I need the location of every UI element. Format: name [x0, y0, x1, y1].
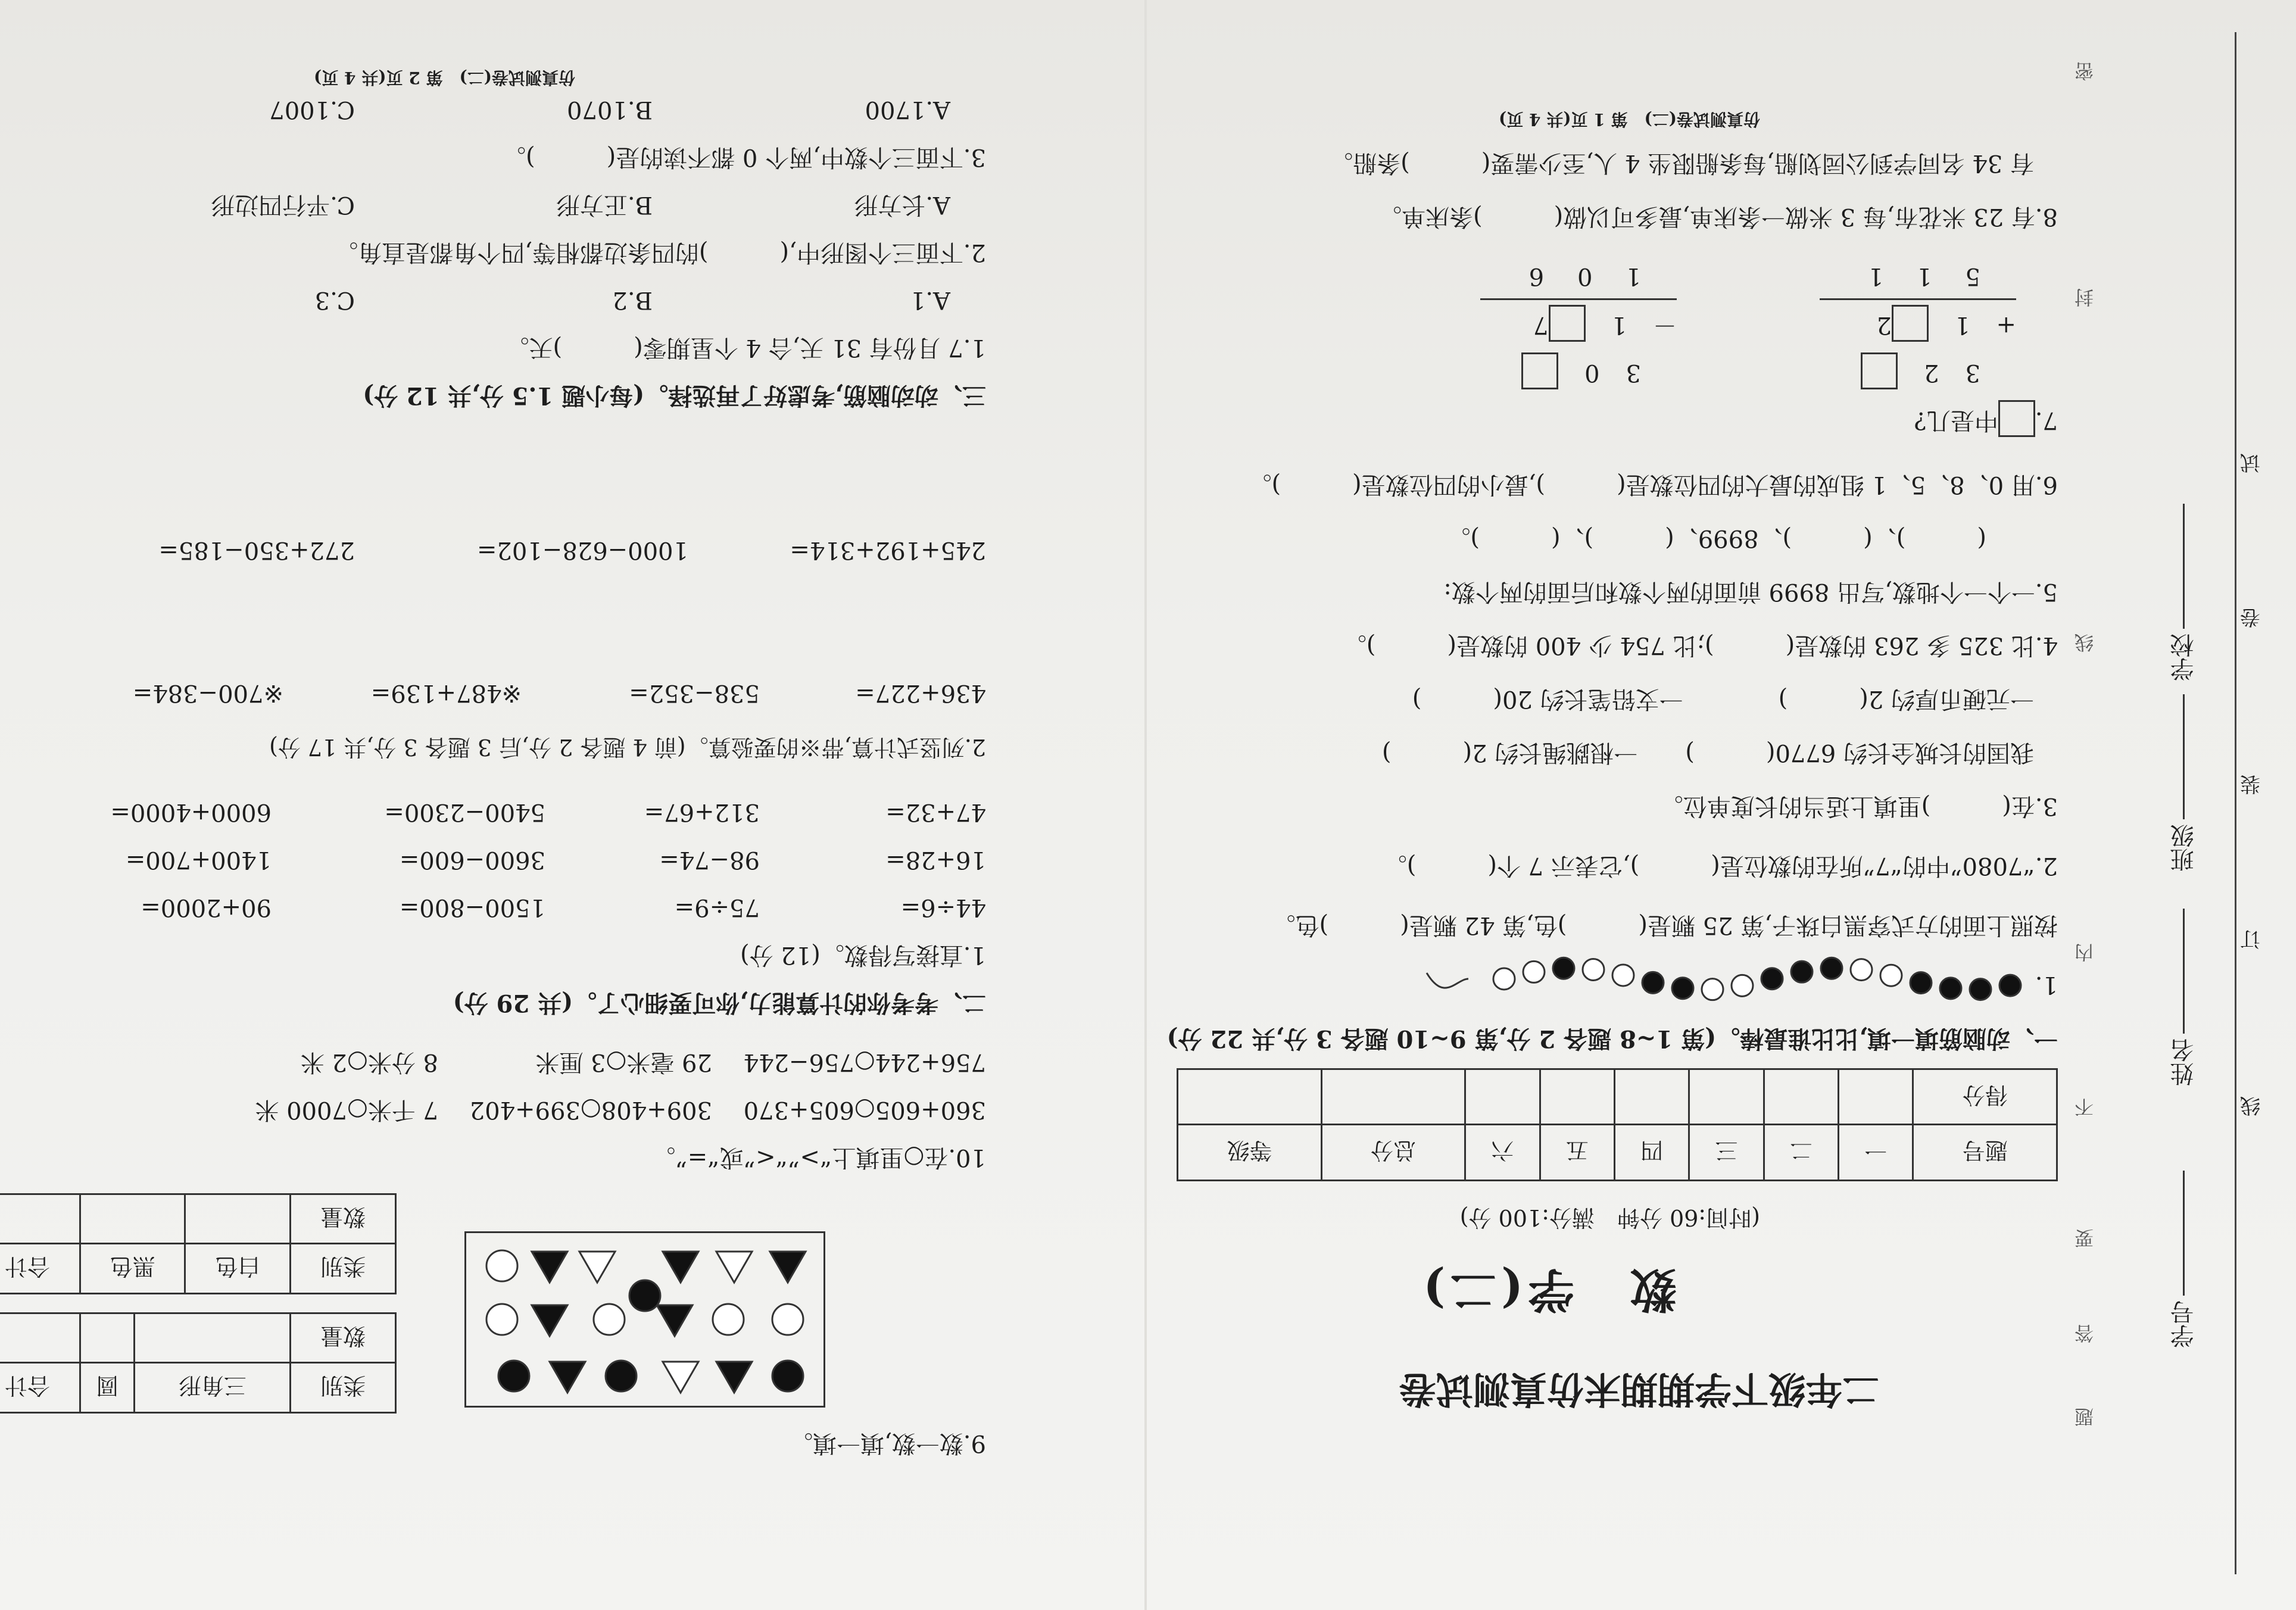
choice-option: B.1070: [567, 96, 653, 123]
oral-calc-item: 6000+4000=: [110, 798, 272, 826]
oral-calc-item: 5400−2300=: [384, 798, 545, 826]
section-1-heading: 一、动脑筋填一填,比比谁最棒。(第 1~8 题各 2 分,第 9~10 题各 3 分,共 22 分): [1166, 1025, 2058, 1053]
blank-box[interactable]: [1521, 352, 1558, 389]
count-table-header-cell: 类别: [291, 1244, 396, 1294]
white-bead: [1612, 965, 1634, 986]
black-bead: [1970, 979, 1991, 1000]
cut-char: 线: [2240, 1093, 2260, 1117]
count-table-header-cell: 合计: [0, 1244, 80, 1294]
black-bead: [1553, 957, 1574, 979]
field-name[interactable]: 姓名: [2167, 909, 2201, 1086]
field-class[interactable]: 班级: [2167, 694, 2201, 872]
compare-item: 7 千米○7000 米: [255, 1096, 438, 1124]
q7-add-row2: +12: [1851, 305, 2016, 342]
q3-line-b: 一元硬币厚约 2( ) 一支铅笔长约 20( ): [1412, 685, 2034, 713]
black-circle: [629, 1280, 660, 1311]
choice-option: A.长方形: [854, 191, 950, 219]
seal-char: 答: [2074, 1322, 2094, 1344]
vertical-calc-item: 245+192+314=: [790, 536, 986, 564]
black-triangle: [550, 1362, 585, 1393]
vertical-calc-item: 272+350−185=: [158, 536, 355, 564]
black-triangle: [663, 1252, 698, 1283]
oral-calc-item: 1500−800=: [399, 894, 545, 921]
white-circle: [594, 1304, 625, 1335]
blank-box[interactable]: [1549, 305, 1586, 342]
q7-add-line: [1820, 298, 2016, 300]
q2-text: 2.“7080”中的“7”所在的数位是( ),它表示 7 个( )。: [1383, 852, 2058, 879]
white-bead: [1732, 975, 1753, 996]
q7-add-result: 511: [1835, 263, 1980, 290]
oral-calc-item: 75÷9=: [674, 894, 760, 921]
binding-strip: [2058, 0, 2260, 1610]
blank-box[interactable]: [1892, 305, 1929, 342]
count-table-header-cell: 圆: [80, 1363, 135, 1413]
score-table-header-cell: 等级: [1178, 1125, 1322, 1181]
q5-line-b: ( )、( )、8999、( )、( )。: [1446, 525, 1986, 552]
count-table-row-label: 数量: [291, 1194, 396, 1244]
exam-page-2: [0, 0, 1093, 1610]
seal-char: 封: [2074, 286, 2094, 308]
exam-time-line: (时间:60 分钟 满分:100 分): [1459, 1205, 1760, 1231]
black-triangle: [716, 1362, 752, 1393]
choice-option: C.3: [314, 286, 355, 314]
q7-sub-line: [1480, 298, 1677, 300]
score-input-cell[interactable]: [1614, 1069, 1689, 1125]
white-circle: [486, 1250, 517, 1281]
exam-page-1: [1166, 0, 2296, 1610]
black-triangle: [532, 1305, 567, 1336]
q2-2-text: 2.列竖式计算,带※的要验算。(前 4 题各 2 分,后 3 题各 3 分,共 17 分): [269, 734, 986, 760]
blank-box[interactable]: [1861, 352, 1898, 389]
count-table-header-cell: 三角形: [135, 1363, 291, 1413]
score-input-cell[interactable]: [1540, 1069, 1614, 1125]
vertical-calc-item: ※487+139=: [370, 679, 522, 707]
page-1-footer: 仿真测试卷(二) 第 1 页(共 4 页): [1499, 110, 1760, 129]
black-circle: [772, 1361, 803, 1391]
binding-line: [2235, 32, 2236, 1574]
compare-item: 309+408○399+402: [469, 1096, 712, 1124]
black-circle: [606, 1361, 637, 1391]
black-bead: [1642, 972, 1664, 993]
compare-item: 756+244○756−244: [743, 1049, 986, 1076]
seal-char: 要: [2074, 1227, 2094, 1249]
count-table-header-cell: 合计: [0, 1363, 80, 1413]
oral-calc-item: 90+2000=: [141, 894, 272, 921]
section-2-heading: 二、考考你的计算能力,你可要细心了。(共 29 分): [453, 989, 986, 1017]
count-input-cell[interactable]: [0, 1194, 80, 1244]
section-3-heading: 三、动动脑筋,考虑好了再选择。(每小题 1.5 分,共 12 分): [363, 382, 986, 410]
score-table-header-cell: 四: [1614, 1125, 1689, 1181]
white-bead: [1583, 959, 1604, 980]
black-bead: [1761, 968, 1783, 990]
score-input-cell[interactable]: [1839, 1069, 1913, 1125]
shapes-box: [464, 1231, 825, 1408]
white-circle: [486, 1304, 517, 1335]
seal-char: 题: [2074, 1405, 2094, 1428]
score-table-header-cell: 三: [1689, 1125, 1764, 1181]
cut-char: 订: [2240, 926, 2260, 950]
choice-option: B.正方形: [556, 191, 653, 219]
score-table-header-cell: 二: [1764, 1125, 1838, 1181]
vertical-calc-item: 1000−628−102=: [476, 536, 688, 564]
blank-box: [1998, 400, 2035, 437]
q8-line-b: 有 34 名同学到公园划船,每条船限坐 4 人,至少需要( )条船。: [1329, 149, 2034, 177]
black-circle: [498, 1361, 529, 1391]
shapes-figure: [466, 1233, 823, 1406]
q2-1-text: 1.直接写得数。(12 分): [740, 941, 986, 969]
score-input-cell[interactable]: [1689, 1069, 1764, 1125]
score-table-header-cell: 总分: [1321, 1125, 1465, 1181]
choice-2-text: 2.下面三个图形中,( )的四条边都相等,四个角都是直角。: [334, 239, 986, 266]
choice-1-text: 1.7 月份有 31 天,合 4 个星期零( )天。: [505, 334, 986, 361]
q1-text: 按照上面的方式穿黑白珠子,第 25 颗是( )色,第 42 颗是( )色。: [1271, 912, 2058, 939]
exam-subject: 数 学(二): [1418, 1262, 1677, 1316]
score-table: [1177, 1068, 2058, 1181]
shape-count-table: [0, 1312, 397, 1414]
white-circle: [772, 1304, 803, 1335]
white-bead: [1880, 965, 1902, 986]
white-bead: [1493, 968, 1515, 990]
page-2-footer: 仿真测试卷(二) 第 2 页(共 4 页): [314, 68, 575, 88]
white-triangle: [663, 1362, 698, 1393]
black-triangle: [770, 1252, 806, 1283]
choice-option: C.1007: [269, 96, 355, 123]
cut-char: 卷: [2240, 605, 2260, 629]
exam-title: 二年级下学期期末仿真测试卷: [1399, 1368, 1879, 1411]
field-student-id[interactable]: 学号: [2167, 1171, 2201, 1348]
vertical-calc-item: ※700−384=: [132, 679, 283, 707]
count-input-cell[interactable]: [80, 1194, 185, 1244]
vertical-calc-item: 436+227=: [855, 679, 986, 707]
q8-text: 8.有 23 米花布,每 3 米做一条床单,最多可以做( )条床单。: [1377, 203, 2058, 230]
count-input-cell[interactable]: [80, 1313, 135, 1363]
score-input-cell[interactable]: [1764, 1069, 1838, 1125]
score-table-header-cell: 五: [1540, 1125, 1614, 1181]
score-input-cell[interactable]: [1178, 1069, 1322, 1125]
cut-char: 装: [2240, 772, 2260, 795]
oral-calc-item: 44÷6=: [900, 894, 986, 921]
oral-calc-item: 98−74=: [659, 846, 760, 873]
seal-char: 不: [2074, 1096, 2094, 1118]
score-row-label: 得分: [1913, 1069, 2057, 1125]
q3-text: 3.在( )里填上适当的长度单位。: [1659, 792, 2058, 820]
q3-line-a: 我国的长城全长约 6770( ) 一根跳绳长约 2( ): [1381, 739, 2034, 766]
black-bead: [1672, 978, 1693, 999]
count-table-header-cell: 白色: [185, 1244, 291, 1294]
q7-add-row1: 32: [1861, 352, 1980, 389]
count-table-header-cell: 类别: [291, 1363, 396, 1413]
q9-text: 9.数一数,填一填。: [789, 1430, 986, 1457]
q7-sub-row2: －17: [1507, 305, 1677, 342]
q10-text: 10.在○里填上“>”“<”或“=”。: [651, 1144, 986, 1171]
seal-char: 内: [2074, 941, 2094, 963]
score-table-header-cell: 六: [1465, 1125, 1540, 1181]
choice-option: C.平行四边形: [211, 191, 355, 219]
q4-text: 4.比 325 多 263 的数是( );比 754 少 400 的数是( )。: [1342, 632, 2058, 659]
white-bead: [1851, 959, 1872, 981]
black-triangle: [532, 1252, 567, 1283]
white-bead: [1702, 979, 1723, 1000]
oral-calc-item: 3600−600=: [399, 846, 545, 873]
black-bead: [1999, 975, 2021, 996]
score-table-header-cell: 题号: [1913, 1125, 2057, 1181]
choice-option: A.1: [910, 286, 950, 314]
color-count-table: [0, 1193, 397, 1294]
black-bead: [1821, 957, 1842, 979]
oral-calc-item: 16+28=: [885, 846, 986, 873]
black-bead: [1791, 961, 1813, 982]
q7-number: 7.中是几?: [1914, 400, 2058, 437]
count-input-cell[interactable]: [185, 1194, 291, 1244]
count-input-cell[interactable]: [135, 1313, 291, 1363]
count-table-header-cell: 黑色: [80, 1244, 185, 1294]
count-input-cell[interactable]: [0, 1313, 80, 1363]
q6-text: 6.用 0、8、5、1 组成的最大的四位数是( ),最小的四位数是( )。: [1247, 471, 2058, 498]
compare-item: 8 分米○2 米: [300, 1049, 438, 1076]
white-bead: [1523, 961, 1545, 982]
q5-text: 5.一个一个地数,写出 8999 前面的两个数和后面的两个数:: [1443, 578, 2058, 606]
compare-item: 29 毫米○3 厘米: [535, 1049, 712, 1076]
vertical-calc-item: 538−352=: [629, 679, 760, 707]
count-table-row-label: 数量: [291, 1313, 396, 1363]
black-triangle: [657, 1305, 692, 1336]
bead-chain: [1415, 949, 2034, 1015]
score-input-cell[interactable]: [1465, 1069, 1540, 1125]
oral-calc-item: 312+67=: [644, 798, 760, 826]
oral-calc-item: 1400+700=: [125, 846, 272, 873]
q7-sub-row1: 30: [1521, 352, 1641, 389]
score-input-cell[interactable]: [1321, 1069, 1465, 1125]
cut-char: 试: [2240, 450, 2260, 474]
q7-sub-result: 106: [1495, 263, 1641, 290]
field-school[interactable]: 学校: [2167, 504, 2201, 681]
white-circle: [713, 1304, 744, 1335]
score-table-header-cell: 一: [1839, 1125, 1913, 1181]
choice-option: A.1700: [865, 96, 950, 123]
white-triangle: [579, 1252, 615, 1283]
choice-option: B.2: [612, 286, 653, 314]
center-fold: [1144, 0, 1147, 1610]
white-triangle: [716, 1252, 752, 1283]
seal-char: 线: [2074, 631, 2094, 654]
choice-3-text: 3.下面三个数中,两个 0 都不读的是( )。: [502, 143, 986, 171]
oral-calc-item: 47+32=: [885, 798, 986, 826]
compare-item: 360+605○605+370: [743, 1096, 986, 1124]
black-bead: [1910, 972, 1932, 994]
seal-char: 密: [2074, 60, 2094, 82]
black-bead: [1940, 978, 1961, 999]
q1-number: 1.: [2035, 971, 2058, 999]
